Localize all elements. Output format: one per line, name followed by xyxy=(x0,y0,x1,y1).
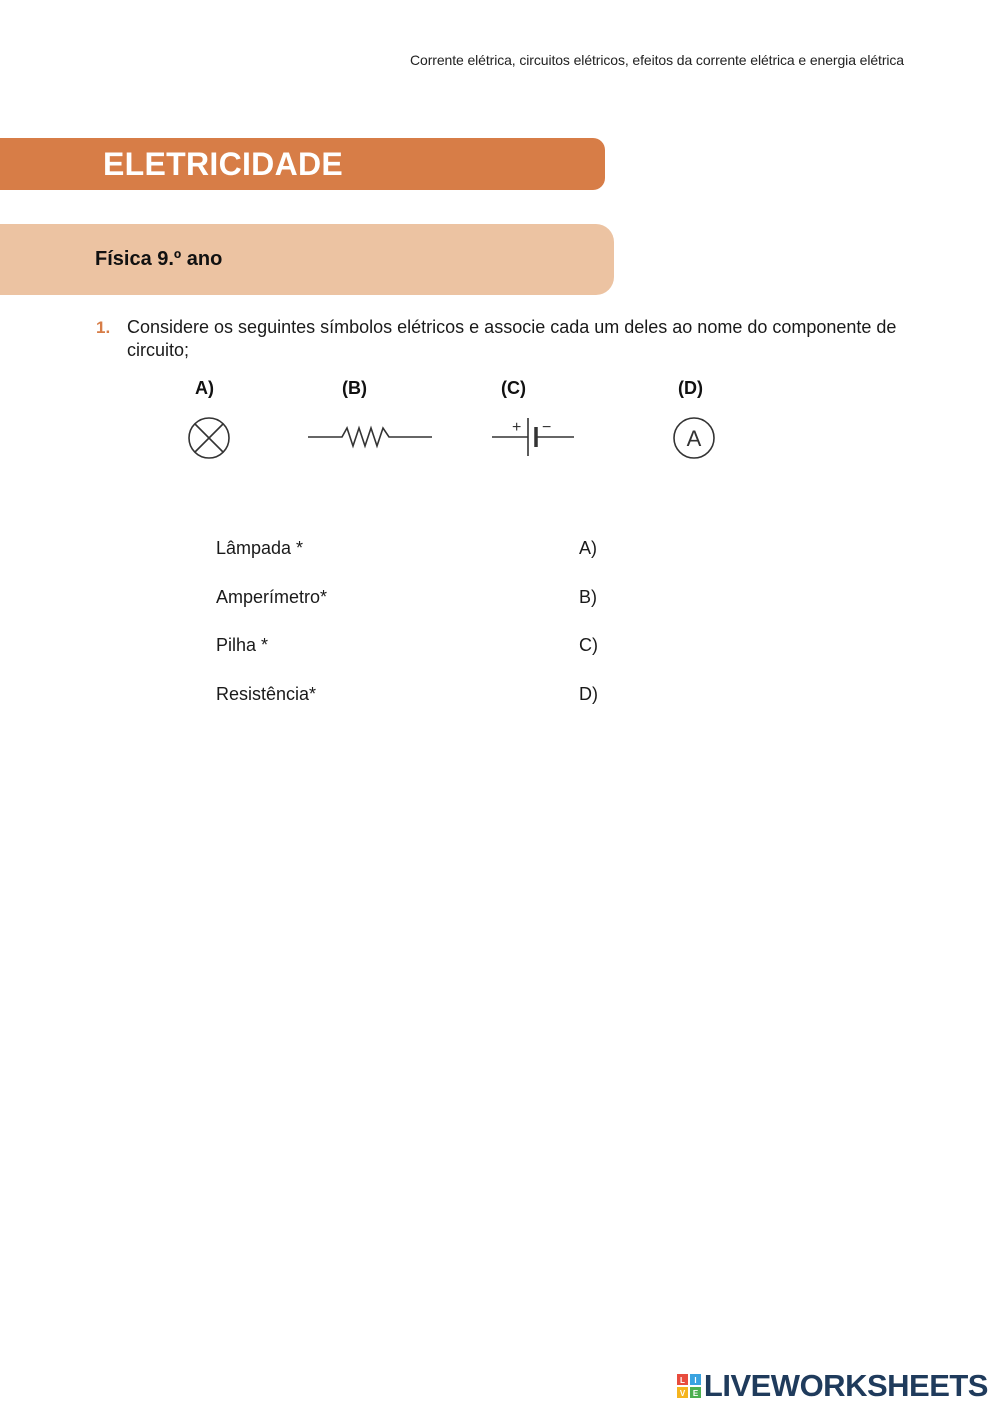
ammeter-letter: A xyxy=(686,426,702,451)
component-lampada[interactable]: Lâmpada * xyxy=(216,538,304,558)
option-c[interactable]: C) xyxy=(579,635,598,655)
svg-text:L: L xyxy=(679,1376,685,1385)
question-text: Considere os seguintes símbolos elétricos e associe cada um deles ao nome do componente de circuito; xyxy=(127,317,897,360)
component-amperimetro[interactable]: Amperímetro* xyxy=(216,587,328,607)
page-title: ELETRICIDADE xyxy=(103,146,344,182)
component-pilha[interactable]: Pilha * xyxy=(216,635,269,655)
liveworksheets-logo xyxy=(677,1368,988,1404)
question-1 xyxy=(96,316,916,362)
battery-symbol-icon xyxy=(490,414,576,460)
svg-text:V: V xyxy=(679,1389,686,1398)
lamp-symbol-icon xyxy=(186,415,232,461)
question-number: 1. xyxy=(96,318,111,337)
ammeter-symbol-icon xyxy=(671,415,717,461)
component-resistencia[interactable]: Resistência* xyxy=(216,684,317,704)
title-banner xyxy=(0,138,605,190)
liveworksheets-logo-mark-icon xyxy=(677,1374,701,1398)
svg-text:E: E xyxy=(692,1389,699,1398)
liveworksheets-logo-text: LIVEWORKSHEETS xyxy=(703,1368,988,1403)
symbol-label-b: (B) xyxy=(342,378,367,398)
option-d[interactable]: D) xyxy=(579,684,598,704)
resistor-symbol-icon xyxy=(306,425,434,449)
battery-minus-sign: − xyxy=(542,419,552,436)
symbol-label-a: A) xyxy=(195,378,214,398)
page-subtitle: Física 9.º ano xyxy=(95,248,223,270)
option-b[interactable]: B) xyxy=(579,587,597,607)
svg-text:I: I xyxy=(694,1376,697,1385)
running-header: Corrente elétrica, circuitos elétricos, efeitos da corrente elétrica e energia elétrica xyxy=(410,52,904,68)
subtitle-banner xyxy=(0,224,614,295)
battery-plus-sign: + xyxy=(512,419,522,436)
option-a[interactable]: A) xyxy=(579,538,597,558)
symbol-label-c: (C) xyxy=(501,378,526,398)
symbol-label-d: (D) xyxy=(678,378,703,398)
